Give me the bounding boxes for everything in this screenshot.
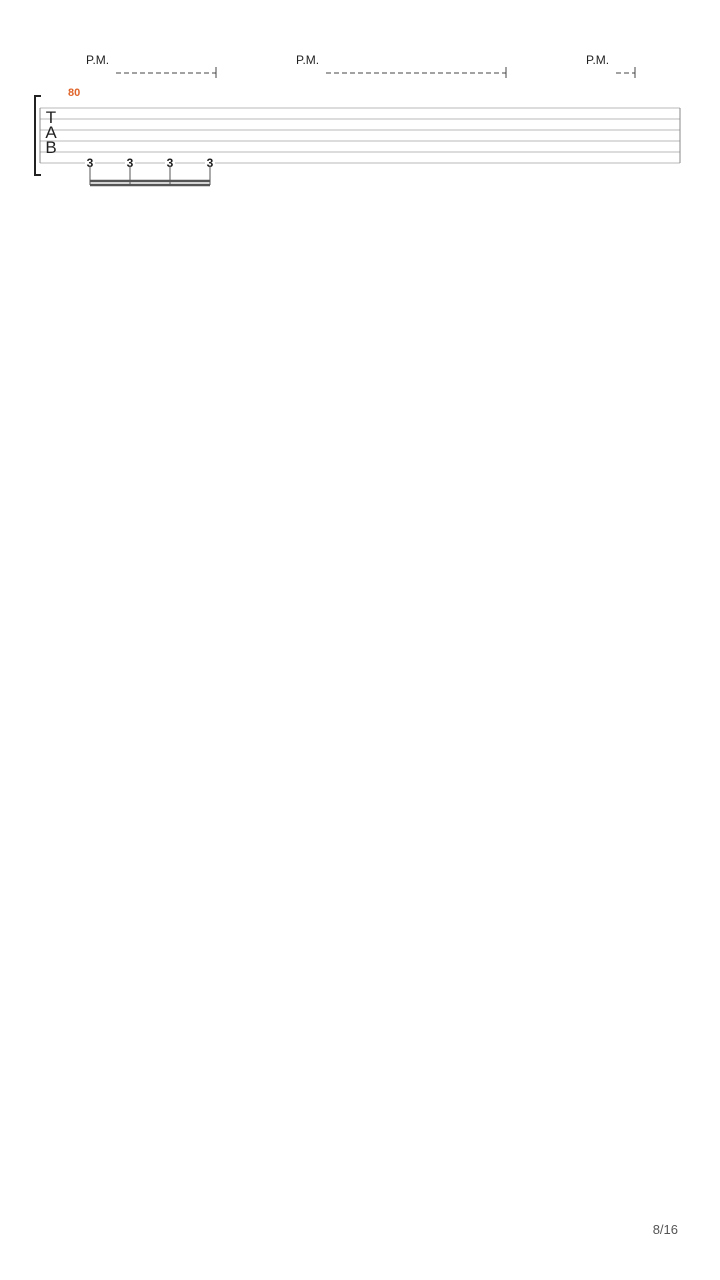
fret-number: 3 [166, 156, 174, 170]
tab-clef-letter: A [45, 123, 57, 142]
palm-mute-label: P.M. [86, 53, 110, 67]
fret-number: 3 [126, 156, 134, 170]
tab-clef-letter: B [45, 138, 57, 157]
palm-mute-label: P.M. [586, 53, 610, 67]
staff-system [35, 53, 680, 185]
tab-clef-letter: T [45, 108, 57, 127]
page-number: 8/16 [652, 1222, 678, 1237]
fret-number: 3 [86, 156, 94, 170]
measure-number: 80 [68, 87, 81, 99]
palm-mute-label: P.M. [296, 53, 320, 67]
fret-number: 3 [206, 156, 214, 170]
